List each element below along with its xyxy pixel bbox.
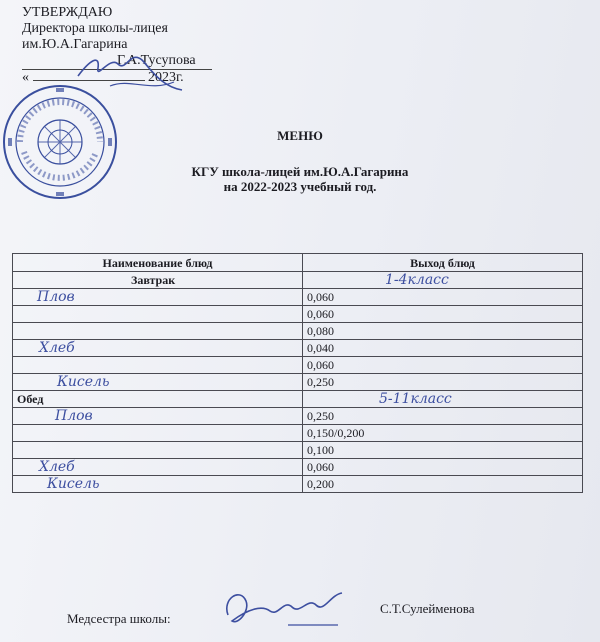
approval-signer: Г.А.Тусупова <box>117 53 196 68</box>
dish-yield: 0,060 <box>303 289 583 306</box>
dish-yield: 0,150/0,200 <box>303 425 583 442</box>
menu-table <box>12 253 583 493</box>
dish-yield: 0,060 <box>303 357 583 374</box>
dish-name: Плов <box>55 408 93 424</box>
dish-yield: 0,250 <box>303 408 583 425</box>
table-row <box>13 374 583 391</box>
dish-name: Хлеб <box>39 340 75 356</box>
dish-name: Хлеб <box>39 459 75 475</box>
menu-title: МЕНЮ <box>277 128 323 143</box>
header-yield: Выход блюд <box>303 254 583 272</box>
header-dish-name: Наименование блюд <box>13 254 303 272</box>
table-row <box>13 476 583 493</box>
table-row <box>13 340 583 357</box>
section-name: Обед <box>13 391 303 408</box>
table-row <box>13 289 583 306</box>
dish-yield: 0,250 <box>303 374 583 391</box>
dish-yield: 0,040 <box>303 340 583 357</box>
dish-yield: 0,060 <box>303 459 583 476</box>
table-row <box>13 442 583 459</box>
dish-yield: 0,060 <box>303 306 583 323</box>
section-note: 1-4класс <box>303 272 583 289</box>
dish-name: Плов <box>37 289 75 305</box>
school-year: на 2022-2023 учебный год. <box>223 179 377 194</box>
table-row <box>13 459 583 476</box>
dish-yield: 0,200 <box>303 476 583 493</box>
dish-name: Кисель <box>47 476 100 492</box>
table-row <box>13 306 583 323</box>
nurse-name: С.Т.Сулейменова <box>380 601 475 616</box>
section-note: 5-11класс <box>303 391 583 408</box>
table-header-row <box>13 254 583 272</box>
table-row <box>13 425 583 442</box>
approval-line-2: им.Ю.А.Гагарина <box>22 37 128 52</box>
official-stamp <box>0 82 120 202</box>
nurse-label: Медсестра школы: <box>67 611 171 626</box>
dish-name: Кисель <box>57 374 110 390</box>
section-row-lunch <box>13 391 583 408</box>
nurse-signature <box>218 585 348 631</box>
approval-line-1: Директора школы-лицея <box>22 21 168 36</box>
section-row-breakfast <box>13 272 583 289</box>
approval-date: « 2023г. <box>22 70 184 85</box>
section-name: Завтрак <box>13 272 303 289</box>
table-row <box>13 323 583 340</box>
table-row <box>13 408 583 425</box>
dish-yield: 0,100 <box>303 442 583 459</box>
dish-yield: 0,080 <box>303 323 583 340</box>
table-row <box>13 357 583 374</box>
approval-heading: УТВЕРЖДАЮ <box>22 5 113 20</box>
organization-name: КГУ школа-лицей им.Ю.А.Гагарина <box>191 164 409 179</box>
